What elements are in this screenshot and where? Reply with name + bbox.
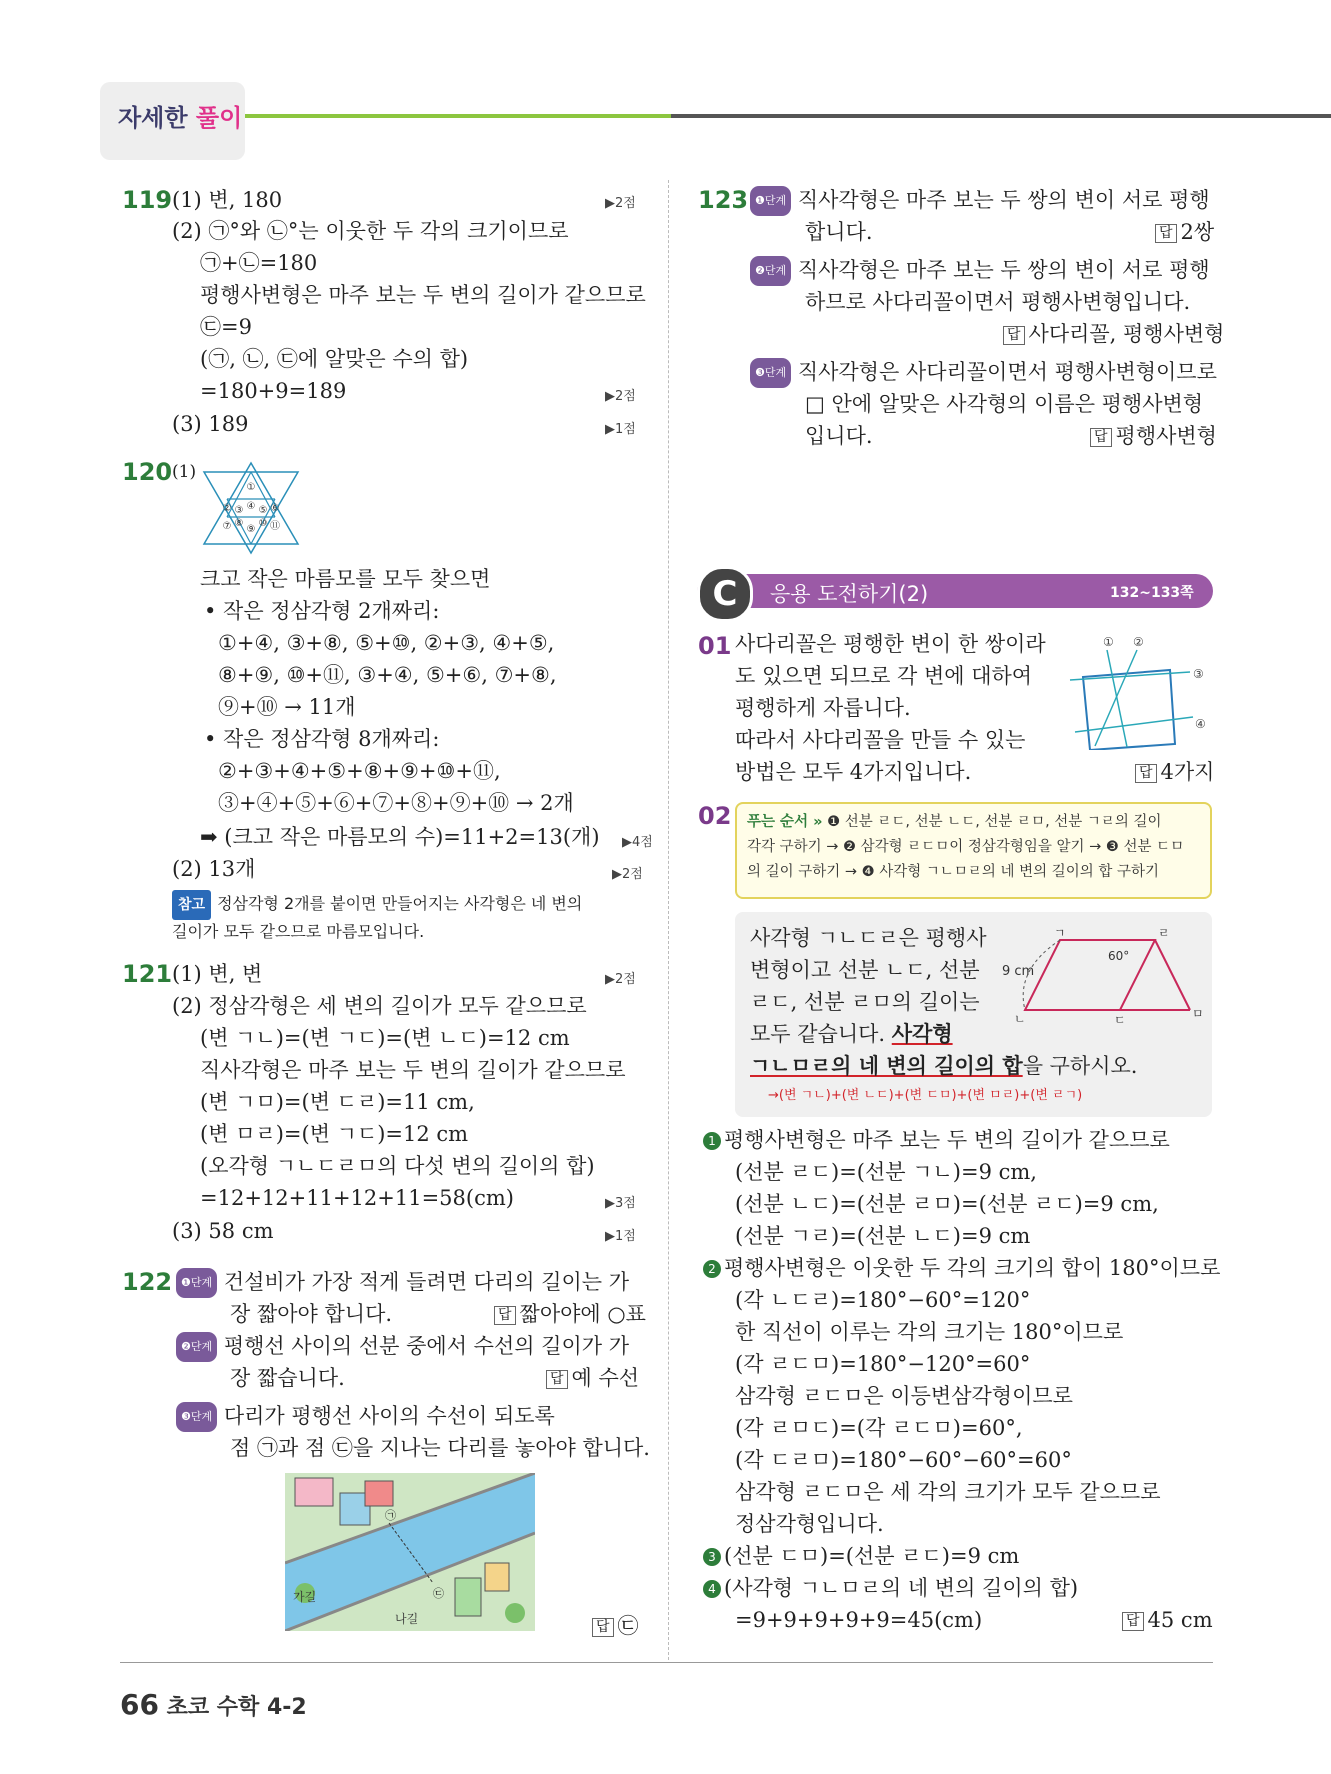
p120-points-2: ▶2점 bbox=[612, 867, 643, 882]
figure-label: ㄷ bbox=[1114, 1013, 1126, 1025]
order-line-1: 푸는 순서 » ❶ 선분 ㄹㄷ, 선분 ㄴㄷ, 선분 ㄹㅁ, 선분 ㄱㄹ의 길이 bbox=[747, 814, 1162, 830]
step-badge-3: ❸단계 bbox=[176, 1402, 217, 1432]
p119-line-1: (1) 변, 180 bbox=[172, 188, 283, 212]
p119-line-2: (2) ㉠°와 ㉡°는 이웃한 두 각의 크기이므로 bbox=[172, 219, 569, 243]
prob-line-2: 변형이고 선분 ㄴㄷ, 선분 bbox=[750, 958, 980, 982]
p120-note-line-1: 참고 정삼각형 2개를 붙이면 만들어지는 사각형은 네 변의 bbox=[172, 890, 582, 920]
problem-number-122: 122 bbox=[122, 1268, 173, 1296]
step-badge-2: ❷단계 bbox=[176, 1332, 217, 1362]
q01-line-4: 따라서 사다리꼴을 만들 수 있는 bbox=[735, 728, 1026, 752]
p121-line-7: (오각형 ㄱㄴㄷㄹㅁ의 다섯 변의 길이의 합) bbox=[200, 1154, 595, 1178]
sol-line-15: 4 (사각형 ㄱㄴㅁㄹ의 네 변의 길이의 합) bbox=[703, 1574, 1078, 1602]
figure-label: ㄱ bbox=[1054, 926, 1066, 940]
section-letter-badge: C bbox=[697, 566, 753, 622]
prob-line-1: 사각형 ㄱㄴㄷㄹ은 평행사 bbox=[750, 926, 987, 950]
p120-line-8: ③+④+⑤+⑥+⑦+⑧+⑨+⑩ → 2개 bbox=[218, 791, 574, 815]
p119-line-7: =180+9=189 bbox=[200, 379, 347, 403]
river-map-illustration bbox=[285, 1473, 535, 1631]
p120-line-5: ⑨+⑩ → 11개 bbox=[218, 695, 356, 719]
header-rule-green bbox=[245, 114, 671, 118]
figure-label: ① bbox=[1103, 635, 1114, 649]
answer-tag: 답 bbox=[546, 1370, 568, 1389]
q01-answer: 답 4가지 bbox=[1135, 758, 1214, 786]
figure-label: 가길 bbox=[293, 1590, 317, 1604]
header-title: 자세한 풀이 bbox=[118, 104, 243, 132]
answer-tag: 답 bbox=[1122, 1612, 1144, 1631]
step-badge-2: ❷단계 bbox=[750, 256, 791, 286]
page-number: 66 bbox=[120, 1688, 159, 1721]
header-rule-gray bbox=[671, 114, 1331, 118]
triangle-label: ④ bbox=[246, 501, 256, 512]
sol-line-6: (각 ㄴㄷㄹ)=180°−60°=120° bbox=[735, 1288, 1031, 1312]
answer-tag: 답 bbox=[1003, 326, 1025, 345]
answer-tag: 답 bbox=[1090, 428, 1112, 447]
prob-line-4: 모두 같습니다. 사각형 bbox=[750, 1021, 953, 1046]
p122-step-3b: 점 ㉠과 점 ㉢을 지나는 다리를 놓아야 합니다. bbox=[230, 1436, 650, 1460]
p121-line-2: (2) 정삼각형은 세 변의 길이가 모두 같으므로 bbox=[172, 994, 587, 1018]
p120-line-10: (2) 13개 bbox=[172, 857, 256, 881]
figure-label: ④ bbox=[1195, 717, 1206, 731]
section-title: 응용 도전하기(2) bbox=[770, 582, 929, 606]
p121-line-3: (변 ㄱㄴ)=(변 ㄱㄷ)=(변 ㄴㄷ)=12 cm bbox=[200, 1026, 570, 1050]
sol-line-9: 삼각형 ㄹㄷㅁ은 이등변삼각형이므로 bbox=[735, 1384, 1073, 1408]
step-bullet-3: 3 bbox=[703, 1548, 721, 1566]
p122-step-1b: 장 짧아야 합니다. bbox=[230, 1302, 393, 1326]
p119-points-2: ▶2점 bbox=[605, 389, 636, 404]
trapezoid-cut-figure bbox=[1065, 632, 1215, 750]
p120-line-4: ⑧+⑨, ⑩+⑪, ③+④, ⑤+⑥, ⑦+⑧, bbox=[218, 663, 557, 687]
p120-line-9: ➡ (크고 작은 마름모의 수)=11+2=13(개) bbox=[200, 825, 600, 849]
p122-answer-1: 답 짧아야에 ○표 bbox=[494, 1300, 646, 1328]
p120-part-1: (1) bbox=[172, 462, 197, 482]
p123-step-2b: 하므로 사다리꼴이면서 평행사변형입니다. bbox=[805, 290, 1191, 314]
figure-label: 나길 bbox=[395, 1612, 419, 1626]
q01-line-5: 방법은 모두 4가지입니다. bbox=[735, 760, 972, 784]
p121-points-3: ▶1점 bbox=[605, 1229, 636, 1244]
sol-line-16: =9+9+9+9+9=45(cm) bbox=[735, 1608, 983, 1632]
figure-label: ② bbox=[1133, 635, 1144, 649]
p123-step-3b: □ 안에 알맞은 사각형의 이름은 평행사변형 bbox=[805, 392, 1204, 416]
p120-points-1: ▶4점 bbox=[622, 835, 653, 850]
figure-label: ㉢ bbox=[433, 1587, 444, 1600]
p122-answer-2: 답 예 수선 bbox=[546, 1364, 639, 1392]
p121-line-8: =12+12+11+12+11=58(cm) bbox=[200, 1186, 514, 1210]
p122-step-1: ❶단계 건설비가 가장 적게 들려면 다리의 길이는 가 bbox=[176, 1268, 629, 1298]
p119-points-1: ▶2점 bbox=[605, 196, 636, 211]
triangle-label: ⑧ bbox=[234, 518, 244, 529]
sol-line-10: (각 ㄹㅁㄷ)=(각 ㄹㄷㅁ)=60°, bbox=[735, 1416, 1023, 1440]
p122-answer-3: 답 ㉢ bbox=[592, 1612, 639, 1640]
p120-note-line-2: 길이가 모두 같으므로 마름모입니다. bbox=[172, 922, 425, 941]
triangle-label: ⑪ bbox=[270, 521, 280, 532]
p122-step-3: ❸단계 다리가 평행선 사이의 수선이 되도록 bbox=[176, 1402, 555, 1432]
problem-number-119: 119 bbox=[122, 186, 173, 214]
triangle-label: ⑤ bbox=[258, 505, 268, 516]
p123-step-1b: 합니다. bbox=[805, 220, 873, 244]
sol-line-1: 1 평행사변형은 마주 보는 두 변의 길이가 같으므로 bbox=[703, 1126, 1170, 1154]
triangle-label: ⑥ bbox=[270, 503, 280, 514]
footer-rule bbox=[120, 1662, 1213, 1663]
p123-step-1: ❶단계 직사각형은 마주 보는 두 쌍의 변이 서로 평행 bbox=[750, 186, 1210, 216]
p123-answer-3: 답 평행사변형 bbox=[1090, 422, 1217, 450]
answer-tag: 답 bbox=[1155, 224, 1177, 243]
q02-answer: 답 45 cm bbox=[1122, 1606, 1213, 1634]
figure-label: 9 cm bbox=[1002, 964, 1035, 979]
figure-label: ㉠ bbox=[385, 1509, 396, 1522]
q01-line-3: 평행하게 자릅니다. bbox=[735, 696, 911, 720]
prob-line-5: ㄱㄴㅁㄹ의 네 변의 길이의 합을 구하시오. bbox=[750, 1053, 1138, 1078]
triangle-label: ② bbox=[222, 503, 232, 514]
star-triangle-figure bbox=[198, 460, 304, 556]
sol-line-5: 2 평행사변형은 이웃한 두 각의 크기의 합이 180°이므로 bbox=[703, 1254, 1220, 1282]
p119-line-5: ㉢=9 bbox=[200, 315, 252, 339]
triangle-label: ③ bbox=[234, 505, 244, 516]
sol-line-2: (선분 ㄹㄷ)=(선분 ㄱㄴ)=9 cm, bbox=[735, 1160, 1037, 1184]
problem-number-123: 123 bbox=[698, 186, 749, 214]
p122-step-2: ❷단계 평행선 사이의 선분 중에서 수선의 길이가 가 bbox=[176, 1332, 629, 1362]
figure-label: ③ bbox=[1193, 667, 1204, 681]
p119-line-3: ㉠+㉡=180 bbox=[200, 251, 318, 275]
triangle-label: ⑦ bbox=[222, 521, 232, 532]
figure-label: ㄹ bbox=[1158, 926, 1170, 940]
p121-line-9: (3) 58 cm bbox=[172, 1219, 274, 1243]
p120-line-2: • 작은 정삼각형 2개짜리: bbox=[204, 599, 440, 623]
sol-line-12: 삼각형 ㄹㄷㅁ은 세 각의 크기가 모두 같으므로 bbox=[735, 1480, 1161, 1504]
p123-step-2: ❷단계 직사각형은 마주 보는 두 쌍의 변이 서로 평행 bbox=[750, 256, 1210, 286]
figure-label: ㅁ bbox=[1192, 1007, 1204, 1021]
p121-points-2: ▶3점 bbox=[605, 1196, 636, 1211]
parallelogram-triangle-figure bbox=[1000, 925, 1205, 1025]
prob-line-3: ㄹㄷ, 선분 ㄹㅁ의 길이는 bbox=[750, 990, 980, 1014]
p119-line-4: 평행사변형은 마주 보는 두 변의 길이가 같으므로 bbox=[200, 283, 646, 307]
sol-line-4: (선분 ㄱㄹ)=(선분 ㄴㄷ)=9 cm bbox=[735, 1224, 1031, 1248]
book-title: 초코 수학 4-2 bbox=[166, 1695, 307, 1720]
figure-label: ㄴ bbox=[1014, 1012, 1026, 1025]
question-number-01: 01 bbox=[698, 632, 732, 660]
p123-step-3c: 입니다. bbox=[805, 424, 873, 448]
figure-label: 60° bbox=[1108, 949, 1130, 963]
step-bullet-1: 1 bbox=[703, 1132, 721, 1150]
step-bullet-2: 2 bbox=[703, 1260, 721, 1278]
answer-tag: 답 bbox=[592, 1618, 614, 1637]
p119-points-3: ▶1점 bbox=[605, 422, 636, 437]
sol-line-8: (각 ㄹㄷㅁ)=180°−120°=60° bbox=[735, 1352, 1031, 1376]
sol-line-14: 3 (선분 ㄷㅁ)=(선분 ㄹㄷ)=9 cm bbox=[703, 1542, 1019, 1570]
problem-number-121: 121 bbox=[122, 960, 173, 988]
p119-line-8: (3) 189 bbox=[172, 412, 249, 436]
sol-line-13: 정삼각형입니다. bbox=[735, 1512, 884, 1536]
note-tag: 참고 bbox=[172, 890, 211, 920]
answer-tag: 답 bbox=[1135, 764, 1157, 783]
p123-answer-1: 답 2쌍 bbox=[1155, 218, 1214, 246]
answer-tag: 답 bbox=[494, 1306, 516, 1325]
sol-line-11: (각 ㄷㄹㅁ)=180°−60°−60°=60° bbox=[735, 1448, 1072, 1472]
p123-step-3: ❸단계 직사각형은 사다리꼴이면서 평행사변형이므로 bbox=[750, 358, 1217, 388]
p120-line-1: 크고 작은 마름모를 모두 찾으면 bbox=[200, 567, 491, 591]
p123-answer-2: 답 사다리꼴, 평행사변형 bbox=[1003, 320, 1224, 348]
footer bbox=[120, 1688, 307, 1721]
column-divider bbox=[668, 180, 669, 1660]
sol-line-7: 한 직선이 이루는 각의 크기는 180°이므로 bbox=[735, 1320, 1124, 1344]
p121-line-5: (변 ㄱㅁ)=(변 ㄷㄹ)=11 cm, bbox=[200, 1090, 475, 1114]
p121-points-1: ▶2점 bbox=[605, 972, 636, 987]
q01-line-2: 도 있으면 되므로 각 변에 대하여 bbox=[735, 664, 1033, 688]
order-line-3: 의 길이 구하기 → ❹ 사각형 ㄱㄴㅁㄹ의 네 변의 길이의 합 구하기 bbox=[747, 864, 1160, 880]
question-number-02: 02 bbox=[698, 802, 732, 830]
step-badge-1: ❶단계 bbox=[176, 1268, 217, 1298]
order-line-2: 각각 구하기 → ❷ 삼각형 ㄹㄷㅁ이 정삼각형임을 알기 → ❸ 선분 ㄷㅁ bbox=[747, 839, 1185, 855]
sol-line-3: (선분 ㄴㄷ)=(선분 ㄹㅁ)=(선분 ㄹㄷ)=9 cm, bbox=[735, 1192, 1159, 1216]
step-bullet-4: 4 bbox=[703, 1580, 721, 1598]
p122-step-2b: 장 짧습니다. bbox=[230, 1366, 345, 1390]
step-badge-1: ❶단계 bbox=[750, 186, 791, 216]
triangle-label: ⑨ bbox=[246, 524, 256, 535]
triangle-label: ⑩ bbox=[258, 518, 268, 529]
p120-line-7: ②+③+④+⑤+⑧+⑨+⑩+⑪, bbox=[218, 759, 501, 783]
p119-line-6: (㉠, ㉡, ㉢에 알맞은 수의 합) bbox=[200, 347, 469, 371]
step-badge-3: ❸단계 bbox=[750, 358, 791, 388]
section-pages: 132~133쪽 bbox=[1110, 585, 1194, 601]
p121-line-6: (변 ㅁㄹ)=(변 ㄱㄷ)=12 cm bbox=[200, 1122, 469, 1146]
p121-line-1: (1) 변, 변 bbox=[172, 962, 263, 986]
p120-line-3: ①+④, ③+⑧, ⑤+⑩, ②+③, ④+⑤, bbox=[218, 631, 555, 655]
p121-line-4: 직사각형은 마주 보는 두 변의 길이가 같으므로 bbox=[200, 1058, 626, 1082]
triangle-label: ① bbox=[246, 482, 256, 493]
p120-line-6: • 작은 정삼각형 8개짜리: bbox=[204, 727, 440, 751]
q01-line-1: 사다리꼴은 평행한 변이 한 쌍이라 bbox=[735, 632, 1046, 656]
problem-number-120: 120 bbox=[122, 458, 173, 486]
prob-hint: →(변 ㄱㄴ)+(변 ㄴㄷ)+(변 ㄷㅁ)+(변 ㅁㄹ)+(변 ㄹㄱ) bbox=[768, 1088, 1083, 1103]
